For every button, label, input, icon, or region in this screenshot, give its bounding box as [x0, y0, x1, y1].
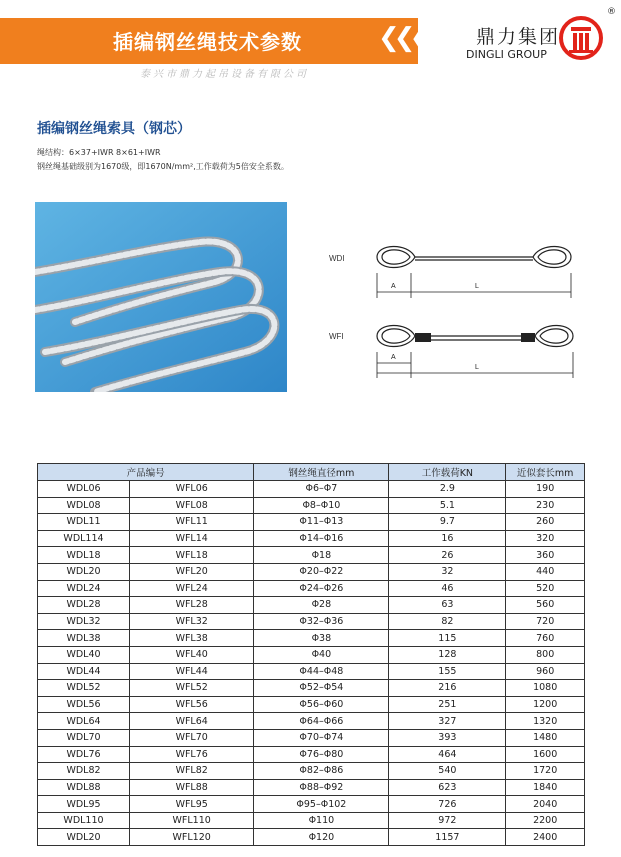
table-row	[38, 812, 585, 829]
page-title: 插编钢丝绳技术参数	[113, 30, 302, 54]
cell-sleeve-length: 760	[506, 630, 585, 647]
cell-diameter: Φ110	[254, 812, 389, 829]
cell-sleeve-length: 520	[506, 580, 585, 597]
cell-working-load: 393	[389, 729, 506, 746]
cell-wfl-code: WFL11	[130, 514, 254, 531]
cell-sleeve-length: 560	[506, 597, 585, 614]
cell-sleeve-length: 1200	[506, 696, 585, 713]
cell-working-load: 464	[389, 746, 506, 763]
table-row	[38, 530, 585, 547]
cell-wfl-code: WFL56	[130, 696, 254, 713]
cell-sleeve-length: 2200	[506, 812, 585, 829]
cell-wdl-code: WDL08	[38, 497, 130, 514]
table-body	[38, 481, 585, 846]
cell-diameter: Φ14–Φ16	[254, 530, 389, 547]
table-row	[38, 713, 585, 730]
cell-wdl-code: WDL114	[38, 530, 130, 547]
wfi-dim-a: A	[391, 354, 396, 361]
cell-working-load: 155	[389, 663, 506, 680]
cell-working-load: 115	[389, 630, 506, 647]
cell-working-load: 26	[389, 547, 506, 564]
cell-diameter: Φ40	[254, 646, 389, 663]
technical-parameter-table	[37, 463, 585, 846]
cell-wfl-code: WFL08	[130, 497, 254, 514]
cell-diameter: Φ8–Φ10	[254, 497, 389, 514]
cell-sleeve-length: 230	[506, 497, 585, 514]
cell-working-load: 327	[389, 713, 506, 730]
cell-working-load: 216	[389, 680, 506, 697]
cell-wfl-code: WFL38	[130, 630, 254, 647]
cell-wdl-code: WDL70	[38, 729, 130, 746]
cell-wdl-code: WDL44	[38, 663, 130, 680]
cell-wdl-code: WDL20	[38, 829, 130, 846]
cell-working-load: 82	[389, 613, 506, 630]
cell-diameter: Φ32–Φ36	[254, 613, 389, 630]
cell-diameter: Φ88–Φ92	[254, 779, 389, 796]
table-row	[38, 547, 585, 564]
cell-wfl-code: WFL14	[130, 530, 254, 547]
cell-diameter: Φ64–Φ66	[254, 713, 389, 730]
cell-diameter: Φ76–Φ80	[254, 746, 389, 763]
cell-wfl-code: WFL44	[130, 663, 254, 680]
cell-wdl-code: WDL32	[38, 613, 130, 630]
cell-working-load: 46	[389, 580, 506, 597]
cell-sleeve-length: 2400	[506, 829, 585, 846]
dingli-logo-icon	[558, 14, 604, 60]
cell-wdl-code: WDL20	[38, 563, 130, 580]
wire-rope-sling-photo	[35, 202, 287, 392]
brand-name-en: DINGLI GROUP	[466, 48, 547, 61]
cell-wdl-code: WDL11	[38, 514, 130, 531]
header-diameter: 钢丝绳直径mm	[254, 464, 389, 481]
cell-wdl-code: WDL06	[38, 481, 130, 498]
cell-diameter: Φ18	[254, 547, 389, 564]
cell-wdl-code: WDL40	[38, 646, 130, 663]
cell-diameter: Φ20–Φ22	[254, 563, 389, 580]
table-header-row	[38, 464, 585, 481]
cell-diameter: Φ120	[254, 829, 389, 846]
cell-wfl-code: WFL52	[130, 680, 254, 697]
cell-wfl-code: WFL88	[130, 779, 254, 796]
wdi-label: WDI	[329, 254, 345, 263]
wfi-dim-l: L	[475, 364, 479, 371]
table-row	[38, 646, 585, 663]
header-working-load: 工作载荷KN	[389, 464, 506, 481]
cell-working-load: 726	[389, 796, 506, 813]
cell-working-load: 63	[389, 597, 506, 614]
table-row	[38, 746, 585, 763]
cell-working-load: 32	[389, 563, 506, 580]
header-product-code: 产品编号	[38, 464, 254, 481]
cell-sleeve-length: 1840	[506, 779, 585, 796]
cell-wfl-code: WFL20	[130, 563, 254, 580]
cell-wfl-code: WFL24	[130, 580, 254, 597]
cell-working-load: 251	[389, 696, 506, 713]
cell-working-load: 1157	[389, 829, 506, 846]
cell-wfl-code: WFL70	[130, 729, 254, 746]
table-row	[38, 580, 585, 597]
cell-wdl-code: WDL24	[38, 580, 130, 597]
cell-sleeve-length: 720	[506, 613, 585, 630]
table-row	[38, 663, 585, 680]
cell-wdl-code: WDL64	[38, 713, 130, 730]
table-row	[38, 563, 585, 580]
table-row	[38, 680, 585, 697]
cell-sleeve-length: 320	[506, 530, 585, 547]
table-row	[38, 630, 585, 647]
cell-diameter: Φ56–Φ60	[254, 696, 389, 713]
cell-working-load: 540	[389, 763, 506, 780]
cell-sleeve-length: 800	[506, 646, 585, 663]
cell-sleeve-length: 1080	[506, 680, 585, 697]
cell-wdl-code: WDL52	[38, 680, 130, 697]
chevron-left-icon: ❮❮❮	[378, 23, 426, 53]
cell-diameter: Φ52–Φ54	[254, 680, 389, 697]
cell-wdl-code: WDL18	[38, 547, 130, 564]
cell-diameter: Φ44–Φ48	[254, 663, 389, 680]
cell-diameter: Φ11–Φ13	[254, 514, 389, 531]
cell-wdl-code: WDL76	[38, 746, 130, 763]
table-row	[38, 729, 585, 746]
cell-wfl-code: WFL95	[130, 796, 254, 813]
table-row	[38, 796, 585, 813]
cell-diameter: Φ95–Φ102	[254, 796, 389, 813]
cell-wdl-code: WDL88	[38, 779, 130, 796]
spec-structure: 绳结构：6×37+IWR 8×61+IWR	[37, 148, 161, 157]
wdi-dim-a: A	[391, 283, 396, 290]
cell-sleeve-length: 190	[506, 481, 585, 498]
cell-wfl-code: WFL64	[130, 713, 254, 730]
cell-working-load: 5.1	[389, 497, 506, 514]
table-row	[38, 597, 585, 614]
wfi-label: WFI	[329, 332, 344, 341]
table-row	[38, 779, 585, 796]
cell-wdl-code: WDL110	[38, 812, 130, 829]
cell-working-load: 128	[389, 646, 506, 663]
cell-working-load: 972	[389, 812, 506, 829]
cell-working-load: 2.9	[389, 481, 506, 498]
cell-working-load: 623	[389, 779, 506, 796]
registered-mark: ®	[607, 7, 616, 17]
cell-wfl-code: WFL82	[130, 763, 254, 780]
table-row	[38, 613, 585, 630]
section-title: 插编钢丝绳索具（钢芯）	[37, 121, 191, 137]
cell-sleeve-length: 1480	[506, 729, 585, 746]
cell-working-load: 9.7	[389, 514, 506, 531]
cell-sleeve-length: 1600	[506, 746, 585, 763]
cell-sleeve-length: 1720	[506, 763, 585, 780]
cell-wfl-code: WFL32	[130, 613, 254, 630]
cell-wfl-code: WFL76	[130, 746, 254, 763]
cell-wfl-code: WFL18	[130, 547, 254, 564]
cell-diameter: Φ6–Φ7	[254, 481, 389, 498]
cell-wfl-code: WFL40	[130, 646, 254, 663]
cell-sleeve-length: 440	[506, 563, 585, 580]
cell-sleeve-length: 2040	[506, 796, 585, 813]
cell-sleeve-length: 360	[506, 547, 585, 564]
table-row	[38, 481, 585, 498]
table-row	[38, 696, 585, 713]
cell-wdl-code: WDL38	[38, 630, 130, 647]
company-name: 泰兴市鼎力起吊设备有限公司	[140, 69, 309, 80]
cell-wfl-code: WFL06	[130, 481, 254, 498]
table-row	[38, 497, 585, 514]
cell-sleeve-length: 1320	[506, 713, 585, 730]
cell-wdl-code: WDL95	[38, 796, 130, 813]
cell-diameter: Φ38	[254, 630, 389, 647]
wdi-dim-l: L	[475, 283, 479, 290]
cell-diameter: Φ28	[254, 597, 389, 614]
brand-name-cn: 鼎力集团	[476, 26, 561, 48]
header-sleeve-length: 近似套长mm	[506, 464, 585, 481]
cell-wdl-code: WDL56	[38, 696, 130, 713]
cell-diameter: Φ82–Φ86	[254, 763, 389, 780]
cell-wfl-code: WFL28	[130, 597, 254, 614]
sling-dimension-diagram	[325, 228, 595, 398]
cell-wdl-code: WDL82	[38, 763, 130, 780]
cell-diameter: Φ70–Φ74	[254, 729, 389, 746]
table-row	[38, 829, 585, 846]
cell-working-load: 16	[389, 530, 506, 547]
cell-wfl-code: WFL120	[130, 829, 254, 846]
cell-wfl-code: WFL110	[130, 812, 254, 829]
spec-grade: 钢丝绳基础级别为1670级，即1670N/mm²,工作载荷为5倍安全系数。	[37, 162, 289, 171]
table-row	[38, 514, 585, 531]
table-row	[38, 763, 585, 780]
cell-sleeve-length: 260	[506, 514, 585, 531]
cell-wdl-code: WDL28	[38, 597, 130, 614]
cell-sleeve-length: 960	[506, 663, 585, 680]
cell-diameter: Φ24–Φ26	[254, 580, 389, 597]
